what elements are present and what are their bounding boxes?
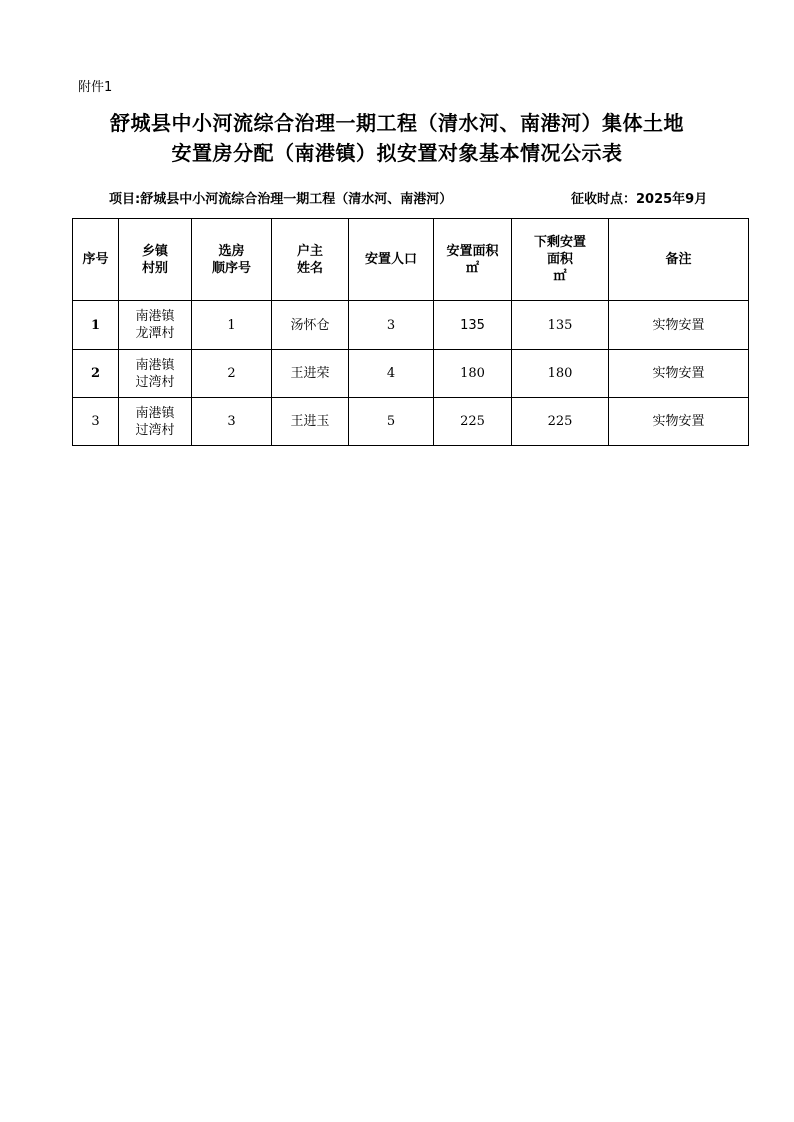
cell-remaining-area: 225 <box>512 398 609 446</box>
cell-owner: 王进玉 <box>272 398 349 446</box>
cell-seq: 3 <box>73 398 119 446</box>
cell-area: 135 <box>434 301 512 350</box>
cell-order: 2 <box>192 350 272 398</box>
table-row <box>73 301 749 350</box>
header-remaining-area: 下剩安置 面积 ㎡ <box>512 219 609 301</box>
cell-seq: 2 <box>73 350 119 398</box>
resettlement-table <box>72 218 749 446</box>
cell-population: 3 <box>349 301 434 350</box>
cell-area: 225 <box>434 398 512 446</box>
header-seq: 序号 <box>73 219 119 301</box>
cell-town-village: 南港镇 龙潭村 <box>119 301 192 350</box>
cell-town-village: 南港镇 过湾村 <box>119 398 192 446</box>
cell-note: 实物安置 <box>609 350 749 398</box>
attachment-label: 附件1 <box>78 80 113 95</box>
cell-owner: 王进荣 <box>272 350 349 398</box>
cell-owner: 汤怀仓 <box>272 301 349 350</box>
header-householder-name: 户主 姓名 <box>272 219 349 301</box>
cell-remaining-area: 180 <box>512 350 609 398</box>
header-town-village: 乡镇 村别 <box>119 219 192 301</box>
cell-population: 4 <box>349 350 434 398</box>
cell-population: 5 <box>349 398 434 446</box>
cell-order: 1 <box>192 301 272 350</box>
cell-area: 180 <box>434 350 512 398</box>
header-area: 安置面积 ㎡ <box>434 219 512 301</box>
document-title-line2: 安置房分配（南港镇）拟安置对象基本情况公示表 <box>171 141 623 165</box>
cell-seq: 1 <box>73 301 119 350</box>
header-note: 备注 <box>609 219 749 301</box>
collection-time: 征收时点：2025年9月 <box>571 192 708 207</box>
project-name: 项目:舒城县中小河流综合治理一期工程（清水河、南港河） <box>109 192 453 207</box>
table-row <box>73 350 749 398</box>
table-header-row <box>73 219 749 301</box>
header-selection-order: 选房 顺序号 <box>192 219 272 301</box>
cell-note: 实物安置 <box>609 301 749 350</box>
cell-remaining-area: 135 <box>512 301 609 350</box>
cell-note: 实物安置 <box>609 398 749 446</box>
table-row <box>73 398 749 446</box>
header-population: 安置人口 <box>349 219 434 301</box>
cell-order: 3 <box>192 398 272 446</box>
document-title-line1: 舒城县中小河流综合治理一期工程（清水河、南港河）集体土地 <box>110 111 684 135</box>
cell-town-village: 南港镇 过湾村 <box>119 350 192 398</box>
